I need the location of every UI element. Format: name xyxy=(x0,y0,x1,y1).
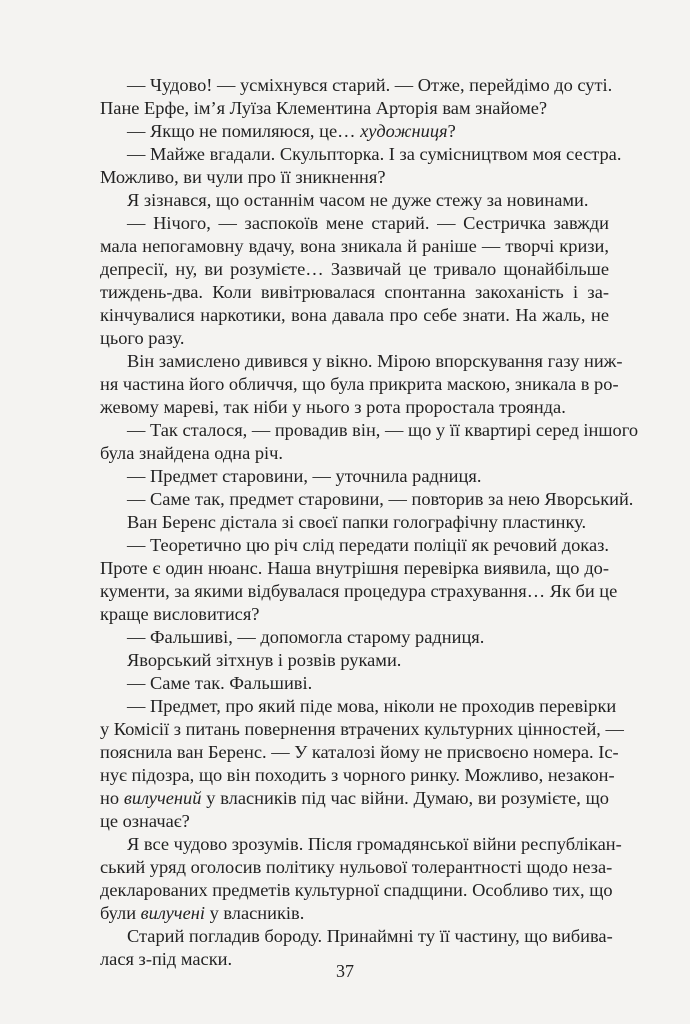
text-line: нує підозра, що він походить з чорного ринку. Можливо, незакон- xyxy=(100,765,615,785)
text-line: но вилучений у власників під час війни. Думаю, ви розумієте, що xyxy=(100,788,610,808)
text-line: — Майже вгадали. Скульпторка. І за сумісництвом моя сестра. xyxy=(127,144,622,164)
text-line: — Якщо не помиляюся, це… художниця? xyxy=(127,121,456,141)
text-line: мала непогамовну вдачу, вона зникала й раніше — творчі кризи, xyxy=(100,236,609,256)
text-line: Проте є один нюанс. Наша внутрішня перевірка виявила, що до- xyxy=(100,558,609,578)
text-line: Можливо, ви чули про її зникнення? xyxy=(100,167,386,187)
text-line: жевому мареві, так ніби у нього з рота проростала троянда. xyxy=(100,397,566,417)
text-line: — Предмет, про який піде мова, ніколи не проходив перевірки xyxy=(127,696,617,716)
body-text xyxy=(100,74,639,971)
text-line: — Чудово! — усміхнувся старий. — Отже, перейдімо до суті. xyxy=(127,75,613,95)
text-line: — Нічого, — заспокоїв мене старий. — Сестричка завжди xyxy=(127,213,609,233)
text-line: Я все чудово зрозумів. Після громадянської війни республікан- xyxy=(127,834,622,854)
text-line: ня частина його обличчя, що була прикрита маскою, зникала в ро- xyxy=(100,374,619,394)
text-line: Ван Беренс дістала зі своєї папки голографічну пластинку. xyxy=(127,512,587,532)
text-line: Пане Ерфе, ім’я Луїза Клементина Арторія вам знайоме? xyxy=(100,98,548,118)
text-line: кументи, за якими відбувалася процедура страхування… Як би це xyxy=(100,581,618,601)
text-line: декларованих предметів культурної спадщини. Особливо тих, що xyxy=(100,880,613,900)
text-line: — Так сталося, — провадив він, — що у її квартирі серед іншого xyxy=(127,420,639,440)
text-line: — Теоретично цю річ слід передати поліції як речовий доказ. xyxy=(127,535,609,555)
italic-word: художниця xyxy=(360,121,448,141)
italic-word: вилучений xyxy=(123,788,202,808)
text-line: пояснила ван Беренс. — У каталозі йому не присвоєно номера. Іс- xyxy=(100,742,619,762)
text-line: лася з-під маски. xyxy=(100,949,233,969)
text-line: — Саме так, предмет старовини, — повторив за нею Яворський. xyxy=(127,489,634,509)
text-line: Старий погладив бороду. Принаймні ту її частину, що вибива- xyxy=(127,926,613,946)
text-line: Яворський зітхнув і розвів руками. xyxy=(127,650,402,670)
page-number: 37 xyxy=(336,961,354,981)
text-line: була знайдена одна річ. xyxy=(100,443,283,463)
text-line: депресії, ну, ви розумієте… Зазвичай це тривало щонайбільше xyxy=(100,259,609,279)
text-line: Я зізнався, що останнім часом не дуже стежу за новинами. xyxy=(127,190,589,210)
text-line: — Саме так. Фальшиві. xyxy=(127,673,313,693)
text-line: це означає? xyxy=(100,811,190,831)
italic-word: вилучені xyxy=(140,903,205,923)
text-line: ський уряд оголосив політику нульової толерантності щодо неза- xyxy=(100,857,613,877)
text-line: кінчувалися наркотики, вона давала про себе знати. На жаль, не xyxy=(100,305,609,325)
text-line: Він замислено дивився у вікно. Мірою впорскування газу ниж- xyxy=(127,351,623,371)
text-line: — Фальшиві, — допомогла старому радниця. xyxy=(127,627,485,647)
text-line: у Комісії з питань повернення втрачених культурних цінностей, — xyxy=(100,719,624,739)
text-line: тиждень-два. Коли вивітрювалася спонтанна закоханість і за- xyxy=(100,282,609,302)
text-line: цього разу. xyxy=(100,328,185,348)
text-line: краще висловитися? xyxy=(100,604,260,624)
text-line: були вилучені у власників. xyxy=(100,903,305,923)
text-line: — Предмет старовини, — уточнила радниця. xyxy=(127,466,482,486)
